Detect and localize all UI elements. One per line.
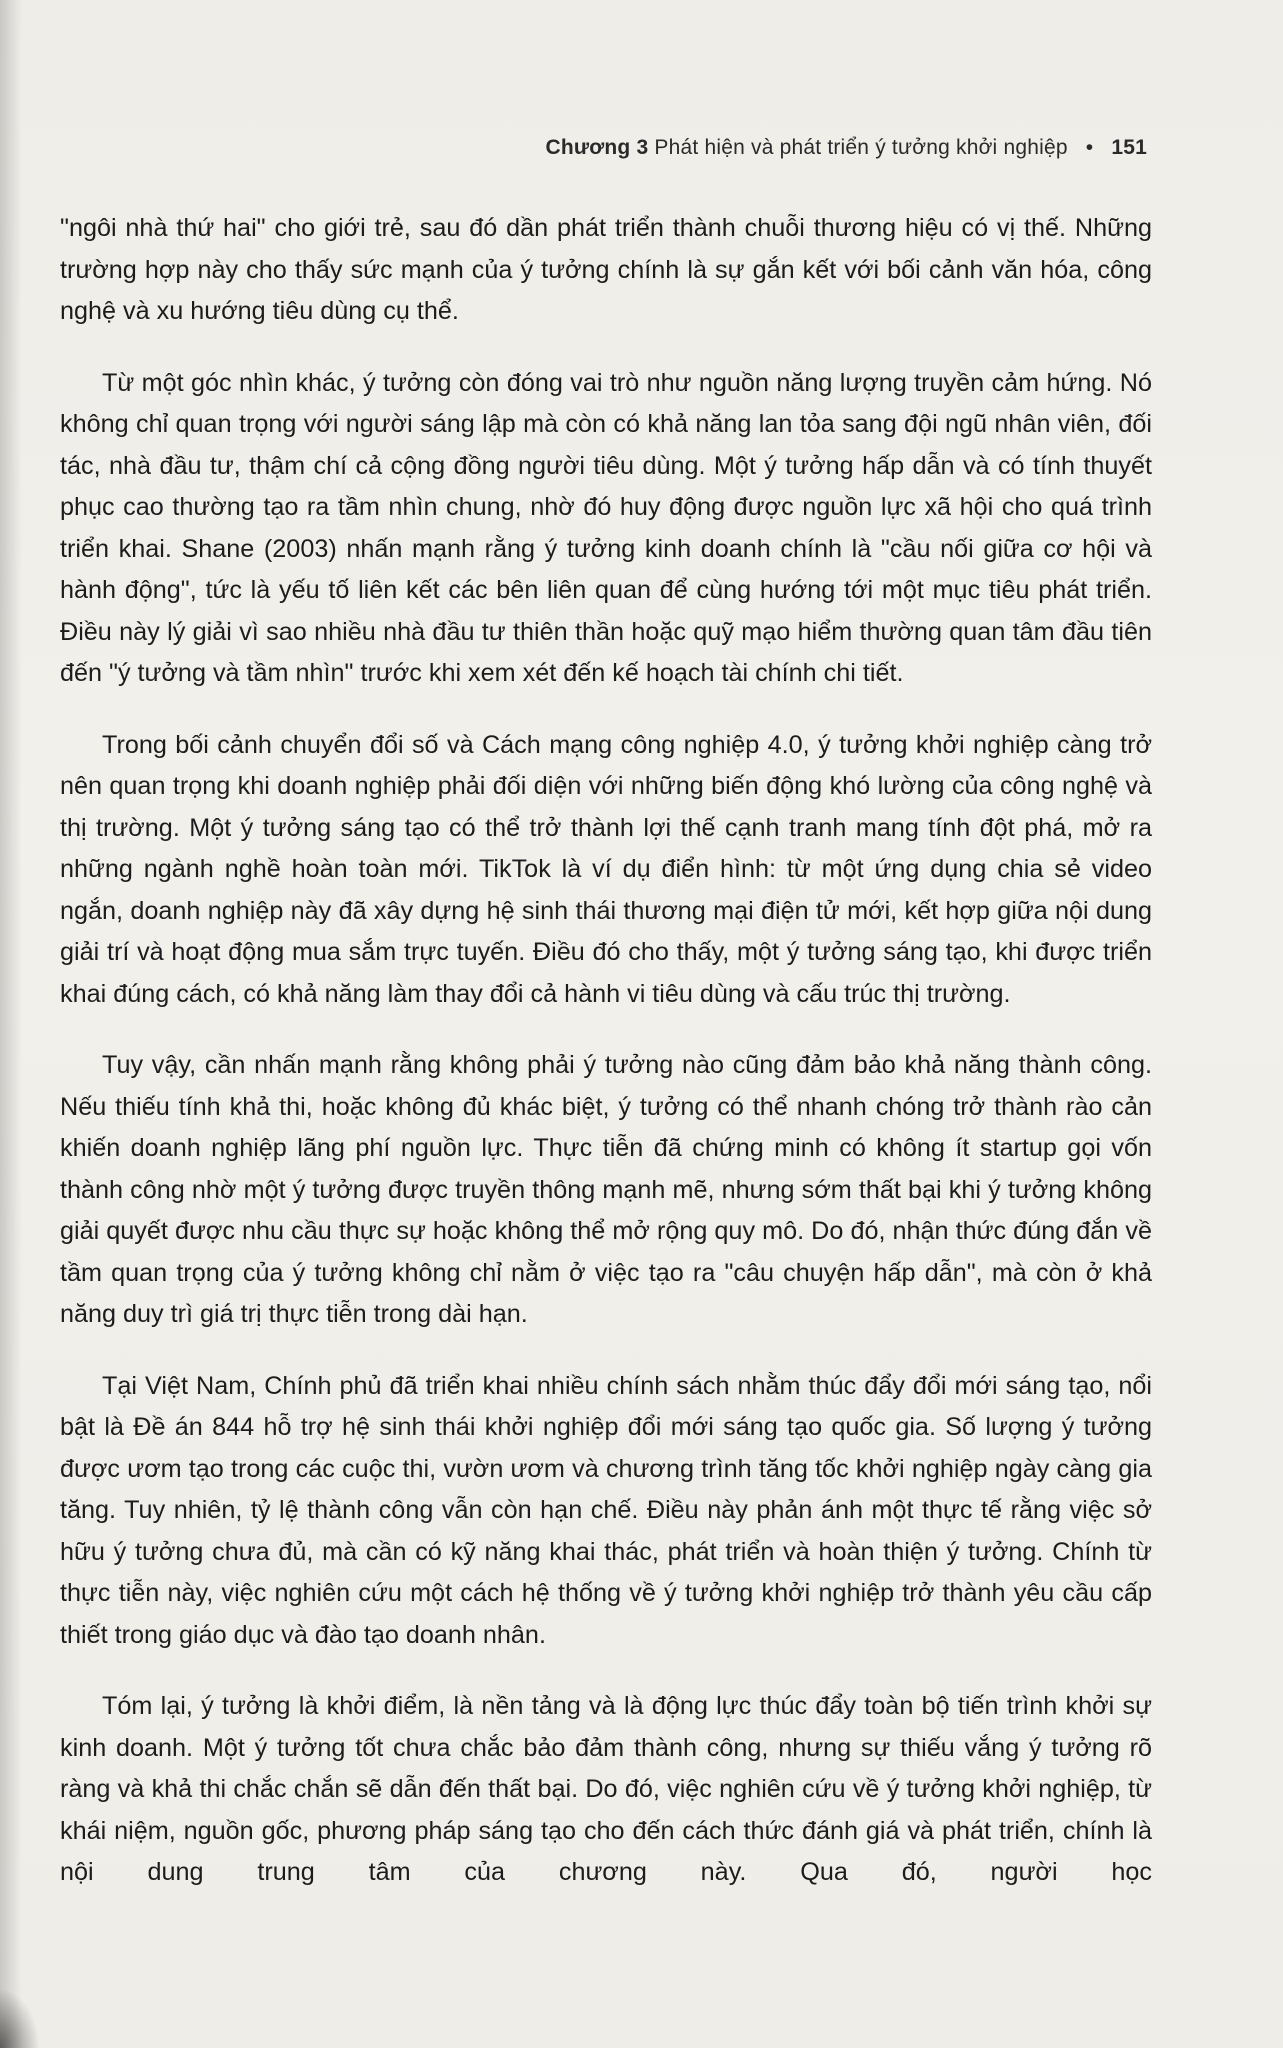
paragraph-summary: Tóm lại, ý tưởng là khởi điểm, là nền tảng và là động lực thúc đẩy toàn bộ tiến trình khởi sự kinh doanh. Một ý tưởng tốt chưa chắc bảo đảm thành công, nhưng sự thiếu vắng ý tưởng rõ ràng và khả thi chắc chắn sẽ dẫn đến thất bại. Do đó, việc nghiên cứu về ý tưởng khởi nghiệp, từ khái niệm, nguồn gốc, phương pháp sáng tạo cho đến cách thức đánh giá và phát triển, chính là nội dung trung tâm của chương này. Qua đó, người học bbox=[60, 1692, 1152, 1886]
paragraph-digital-transformation: Trong bối cảnh chuyển đổi số và Cách mạng công nghiệp 4.0, ý tưởng khởi nghiệp càng trở nên quan trọng khi doanh nghiệp phải đối diện với những biến động khó lường của công nghệ và thị trường. Một ý tưởng sáng tạo có thể trở thành lợi thế cạnh tranh mang tính đột phá, mở ra những ngành nghề hoàn toàn mới. TikTok là ví dụ điển hình: từ một ứng dụng chia sẻ video ngắn, doanh nghiệp này đã xây dựng hệ sinh thái thương mại điện tử mới, kết hợp giữa nội dung giải trí và hoạt động mua sắm trực tuyến. Điều đó cho thấy, một ý tưởng sáng tạo, khi được triển khai đúng cách, có khả năng làm thay đổi cả hành vi tiêu dùng và cấu trúc thị trường. bbox=[60, 730, 1152, 1008]
paragraph-caveat: Tuy vậy, cần nhấn mạnh rằng không phải ý tưởng nào cũng đảm bảo khả năng thành công. Nếu thiếu tính khả thi, hoặc không đủ khác biệt, ý tưởng có thể nhanh chóng trở thành rào cản khiến doanh nghiệp lãng phí nguồn lực. Thực tiễn đã chứng minh có không ít startup gọi vốn thành công nhờ một ý tưởng được truyền thông mạnh mẽ, nhưng sớm thất bại khi ý tưởng không giải quyết được nhu cầu thực sự hoặc không thể mở rộng quy mô. Do đó, nhận thức đúng đắn về tầm quan trọng của ý tưởng không chỉ nằm ở việc tạo ra "câu chuyện hấp dẫn", mà còn ở khả năng duy trì giá trị thực tiễn trong dài hạn. bbox=[60, 1051, 1152, 1328]
running-header bbox=[545, 136, 1147, 160]
chapter-label: Chương 3 bbox=[545, 136, 649, 159]
paragraph-vietnam: Tại Việt Nam, Chính phủ đã triển khai nhiều chính sách nhằm thúc đẩy đổi mới sáng tạo, nổi bật là Đề án 844 hỗ trợ hệ sinh thái khởi nghiệp đổi mới sáng tạo quốc gia. Số lượng ý tưởng được ươm tạo trong các cuộc thi, vườn ươm và chương trình tăng tốc khởi nghiệp ngày càng gia tăng. Tuy nhiên, tỷ lệ thành công vẫn còn hạn chế. Điều này phản ánh một thực tế rằng việc sở hữu ý tưởng chưa đủ, mà cần có kỹ năng khai thác, phát triển và hoàn thiện ý tưởng. Chính từ thực tiễn này, việc nghiên cứu một cách hệ thống về ý tưởng khởi nghiệp trở thành yêu cầu cấp thiết trong giáo dục và đào tạo doanh nhân. bbox=[60, 1371, 1152, 1649]
paragraph-continuation: "ngôi nhà thứ hai" cho giới trẻ, sau đó dần phát triển thành chuỗi thương hiệu có vị thế. Những trường hợp này cho thấy sức mạnh của ý tưởng chính là sự gắn kết với bối cảnh văn hóa, công nghệ và xu hướng tiêu dùng cụ thể. bbox=[60, 214, 1152, 325]
spine-shadow bbox=[0, 0, 22, 2048]
page-number: 151 bbox=[1111, 136, 1147, 159]
corner-shadow bbox=[0, 1988, 40, 2048]
body-text bbox=[60, 208, 1152, 1924]
header-separator: • bbox=[1085, 136, 1094, 159]
chapter-title: Phát hiện và phát triển ý tưởng khởi nghiệp bbox=[654, 136, 1068, 159]
paragraph-inspiration: Từ một góc nhìn khác, ý tưởng còn đóng vai trò như nguồn năng lượng truyền cảm hứng. Nó không chỉ quan trọng với người sáng lập mà còn có khả năng lan tỏa sang đội ngũ nhân viên, đối tác, nhà đầu tư, thậm chí cả cộng đồng người tiêu dùng. Một ý tưởng hấp dẫn và có tính thuyết phục cao thường tạo ra tầm nhìn chung, nhờ đó huy động được nguồn lực xã hội cho quá trình triển khai. Shane (2003) nhấn mạnh rằng ý tưởng kinh doanh chính là "cầu nối giữa cơ hội và hành động", tức là yếu tố liên kết các bên liên quan để cùng hướng tới một mục tiêu phát triển. Điều này lý giải vì sao nhiều nhà đầu tư thiên thần hoặc quỹ mạo hiểm thường quan tâm đầu tiên đến "ý tưởng và tầm nhìn" trước khi xem xét đến kế hoạch tài chính chi tiết. bbox=[60, 368, 1152, 687]
